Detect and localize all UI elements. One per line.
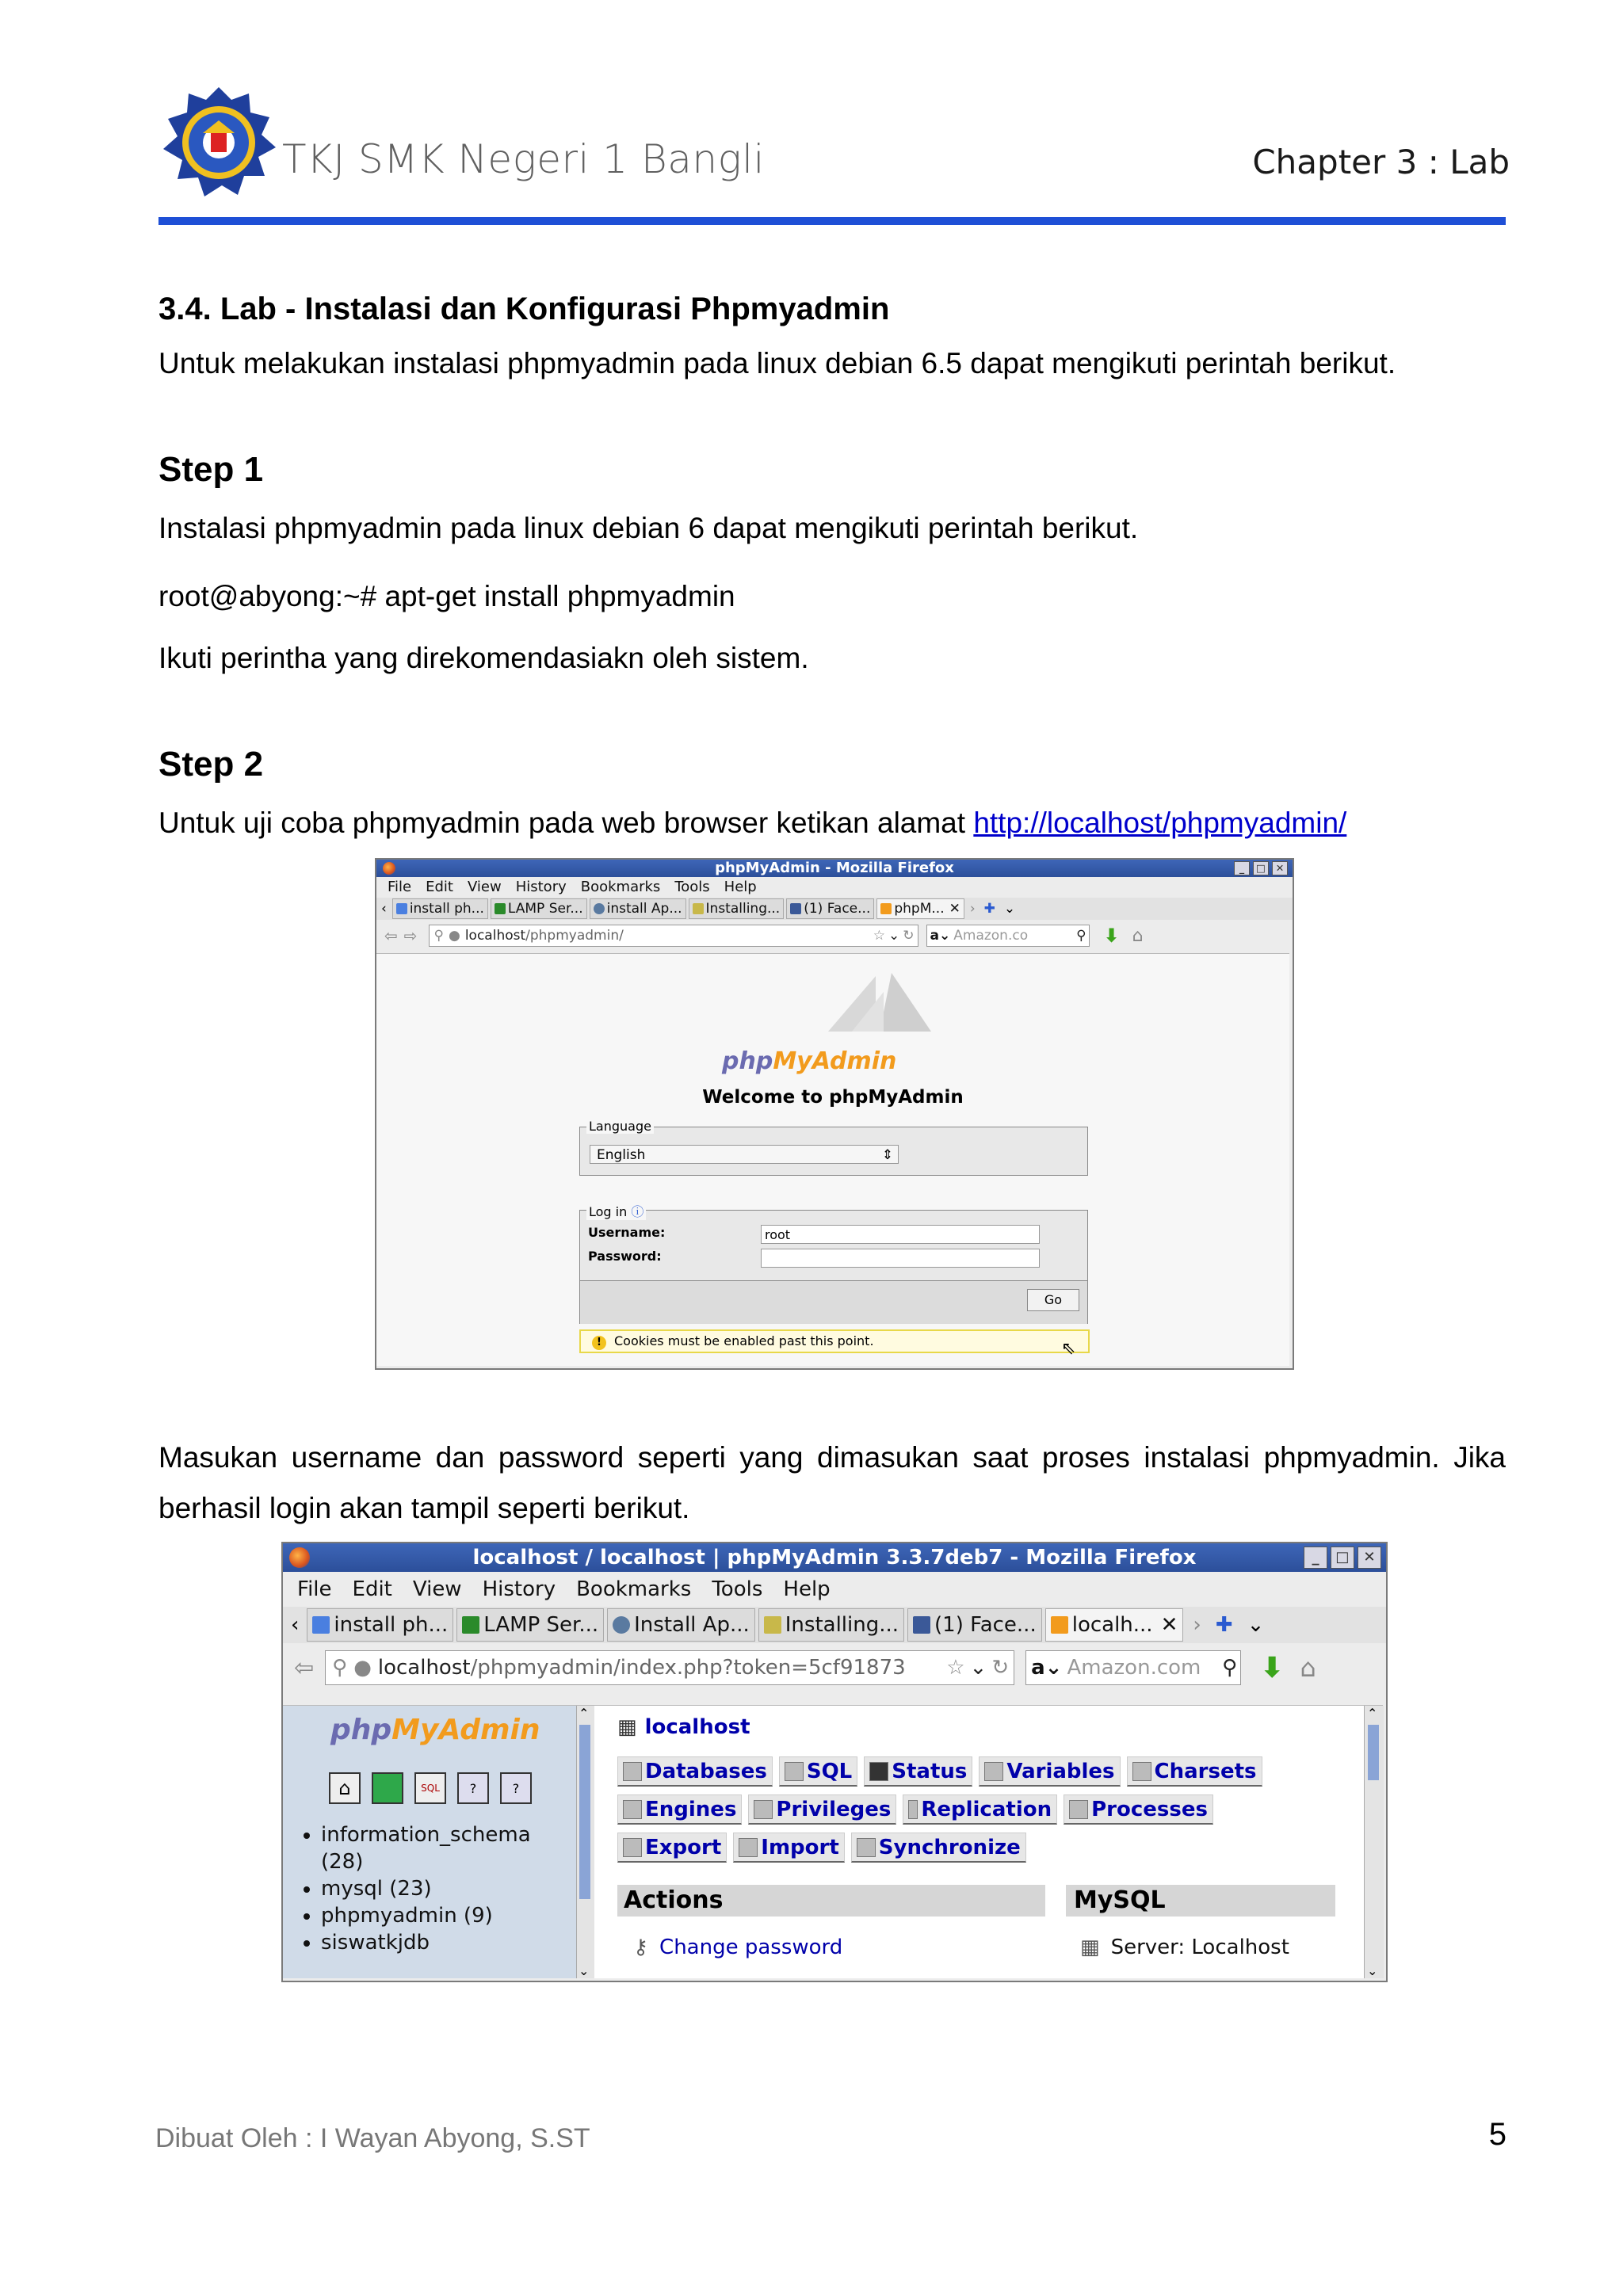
chapter-label: Chapter 3 : Lab (1252, 143, 1510, 181)
maximize-icon[interactable]: □ (1331, 1547, 1354, 1569)
tab[interactable] (307, 1608, 453, 1642)
url-host: localhost (377, 1656, 471, 1680)
url-path: /phpmyadmin/ (525, 928, 624, 944)
identity-icon: ⚲ (433, 928, 444, 944)
tab-list-icon[interactable]: ⌄ (1003, 901, 1016, 917)
reload-icon[interactable]: ↻ (903, 928, 915, 944)
warning-icon: ! (592, 1336, 606, 1350)
tab-label: Replication (921, 1797, 1052, 1821)
close-tab-icon[interactable]: ✕ (949, 901, 960, 917)
google-icon (396, 903, 407, 914)
back-icon[interactable]: ⇦ (384, 926, 398, 945)
page-number: 5 (1488, 2117, 1507, 2152)
tab-label: LAMP Ser... (507, 901, 583, 917)
logo-myadmin: MyAdmin (391, 1714, 540, 1746)
window-title: localhost / localhost | phpMyAdmin 3.3.7deb7 - Mozilla Firefox (472, 1546, 1197, 1569)
firefox-icon (383, 862, 395, 875)
tab-label: install ph... (334, 1613, 449, 1637)
scroll-thumb[interactable] (1368, 1725, 1379, 1780)
tab-replication[interactable] (903, 1794, 1057, 1825)
menu-view[interactable]: View (412, 1577, 462, 1601)
page-content (376, 953, 1289, 1366)
sidebar-scrollbar[interactable] (576, 1706, 594, 1978)
step2-text (158, 799, 1346, 849)
scroll-up-icon[interactable]: ⌃ (579, 1706, 590, 1721)
search-bar[interactable] (926, 925, 1090, 947)
window-titlebar (376, 860, 1293, 877)
synchronize-icon (857, 1838, 876, 1857)
tab[interactable] (907, 1608, 1042, 1642)
menu-help[interactable]: Help (724, 879, 757, 895)
import-icon (739, 1838, 758, 1857)
tab-label: Engines (645, 1797, 737, 1821)
password-label: Password: (588, 1249, 662, 1264)
window-title: phpMyAdmin - Mozilla Firefox (715, 860, 954, 876)
tab-databases[interactable] (617, 1756, 773, 1787)
main-scrollbar[interactable] (1364, 1706, 1384, 1978)
minimize-icon[interactable]: _ (1234, 861, 1250, 875)
menu-bar (376, 877, 1293, 898)
password-input[interactable] (761, 1249, 1040, 1268)
facebook-icon (913, 1616, 930, 1634)
variables-icon (984, 1762, 1003, 1781)
key-icon: ⚷ (633, 1936, 649, 1959)
step1-command: root@abyong:~# apt-get install phpmyadmin (158, 580, 735, 612)
list-item[interactable]: • siswatkjdb (321, 1929, 531, 1956)
pma-logo[interactable] (330, 1714, 540, 1746)
star-icon[interactable]: ☆ (946, 1656, 965, 1680)
scroll-up-icon[interactable]: ⌃ (1367, 1706, 1378, 1721)
scroll-down-icon[interactable]: ⌄ (1367, 1963, 1378, 1978)
tab[interactable] (590, 898, 686, 919)
change-password-label: Change password (659, 1936, 843, 1959)
tab[interactable] (758, 1608, 904, 1642)
download-icon[interactable]: ⬇ (1260, 1651, 1285, 1684)
close-icon[interactable]: ✕ (1272, 861, 1288, 875)
server-icon: ▦ (617, 1715, 637, 1739)
export-icon (623, 1838, 642, 1857)
close-tab-icon[interactable]: ✕ (1160, 1613, 1178, 1637)
actions-heading: Actions (617, 1885, 1045, 1917)
server-icon: ▦ (1080, 1936, 1100, 1959)
username-input[interactable]: root (761, 1225, 1040, 1244)
sql-docs-icon[interactable]: ? (500, 1772, 532, 1804)
login-legend (586, 1202, 646, 1220)
url-bar[interactable] (429, 925, 918, 947)
new-tab-icon[interactable]: ✚ (983, 901, 995, 917)
footer-author: Dibuat Oleh : I Wayan Abyong, S.ST (155, 2123, 590, 2153)
select-arrow-icon: ⇕ (881, 1147, 893, 1163)
charsets-icon (1132, 1762, 1151, 1781)
tab-label: Install Ap... (634, 1613, 750, 1637)
tab[interactable] (491, 898, 587, 919)
home-icon[interactable]: ⌂ (329, 1772, 361, 1804)
step2-text-lead: Untuk uji coba phpmyadmin pada web browser ketikan alamat (158, 807, 974, 839)
database-list (288, 1821, 531, 1956)
server-info-label: Server: Localhost (1110, 1936, 1289, 1959)
tab-sql[interactable] (779, 1756, 857, 1787)
pma-main (608, 1706, 1365, 1978)
nav-tabs-row3 (617, 1833, 1033, 1863)
tab-label: Databases (645, 1759, 767, 1783)
sidebar-icon-row (329, 1772, 532, 1804)
step1-title: Step 1 (158, 450, 264, 489)
tab-variables[interactable] (979, 1756, 1120, 1787)
star-icon[interactable]: ☆ (873, 928, 886, 944)
tab-label: (1) Face... (934, 1613, 1037, 1637)
menu-file[interactable]: File (388, 879, 412, 895)
tab-label: Variables (1006, 1759, 1115, 1783)
logo-myadmin: MyAdmin (773, 1047, 897, 1075)
tab-export[interactable] (617, 1833, 727, 1863)
help-icon[interactable]: ⓘ (631, 1204, 644, 1219)
language-select[interactable] (590, 1145, 899, 1164)
browser-window-main (281, 1542, 1388, 1982)
server-name: localhost (644, 1715, 750, 1739)
databases-icon (623, 1762, 642, 1781)
tab[interactable] (607, 1608, 755, 1642)
tab-label: Export (645, 1835, 722, 1859)
tab-label: (1) Face... (804, 901, 871, 917)
tabs-scroll-right-icon[interactable]: › (969, 901, 976, 917)
google-icon (312, 1616, 330, 1634)
docs-icon[interactable]: ? (457, 1772, 489, 1804)
cube-icon (495, 903, 506, 914)
username-label: Username: (588, 1225, 666, 1240)
cookie-warning (579, 1329, 1090, 1353)
globe-icon: ● (448, 928, 460, 944)
url-bar[interactable] (325, 1650, 1014, 1685)
search-input: Amazon.co (953, 928, 1029, 944)
menu-file[interactable]: File (297, 1577, 332, 1601)
menu-bookmarks[interactable]: Bookmarks (580, 879, 661, 895)
step2-title: Step 2 (158, 745, 264, 784)
page-icon (693, 903, 704, 914)
tab-label: SQL (806, 1759, 853, 1783)
tab-privileges[interactable] (748, 1794, 896, 1825)
logo-php: php (722, 1047, 773, 1075)
tab-processes[interactable] (1064, 1794, 1213, 1825)
facebook-icon (790, 903, 801, 914)
server-info (1080, 1936, 1289, 1959)
tab-label: Import (761, 1835, 839, 1859)
pma-sidebar (283, 1706, 594, 1978)
new-tab-icon[interactable]: ✚ (1215, 1613, 1233, 1637)
download-icon[interactable]: ⬇ (1103, 925, 1120, 947)
phpmyadmin-link[interactable]: http://localhost/phpmyadmin/ (973, 807, 1347, 839)
wordpress-icon (594, 903, 605, 914)
home-icon[interactable]: ⌂ (1132, 925, 1144, 946)
language-value: English (597, 1147, 646, 1163)
school-logo (158, 86, 279, 200)
tab-label: Charsets (1154, 1759, 1257, 1783)
amazon-icon: a⌄ (1031, 1656, 1063, 1680)
pma-icon (880, 903, 892, 914)
tabs-scroll-right-icon[interactable]: › (1193, 1613, 1201, 1637)
cube-icon (462, 1616, 479, 1634)
tab-status[interactable] (864, 1756, 972, 1787)
section-title: 3.4. Lab - Instalasi dan Konfigurasi Phpmyadmin (158, 292, 890, 326)
dropdown-icon[interactable]: ⌄ (888, 928, 900, 944)
tab-import[interactable] (733, 1833, 845, 1863)
processes-icon (1069, 1800, 1088, 1819)
tab-label: Privileges (776, 1797, 892, 1821)
language-legend: Language (586, 1119, 654, 1134)
tab[interactable] (456, 1608, 604, 1642)
search-icon[interactable]: ⚲ (1076, 928, 1086, 944)
header-rule (158, 217, 1506, 225)
sql-icon (785, 1762, 804, 1781)
tab-label: Status (892, 1759, 968, 1783)
tab-synchronize[interactable] (851, 1833, 1026, 1863)
tab-active[interactable] (1045, 1608, 1184, 1642)
nav-bar (376, 920, 1293, 952)
globe-icon: ● (353, 1656, 372, 1680)
tab-strip (283, 1607, 1386, 1643)
identity-icon: ⚲ (332, 1656, 348, 1680)
back-icon[interactable]: ⇦ (294, 1653, 315, 1682)
login-footer (580, 1280, 1087, 1324)
sailboat-logo-icon (820, 968, 939, 1039)
status-icon (869, 1762, 888, 1781)
tab[interactable] (392, 898, 488, 919)
tab-list-icon[interactable]: ⌄ (1247, 1613, 1265, 1637)
nav-bar (283, 1643, 1386, 1692)
tab-strip (376, 898, 1293, 920)
tab-label: localh... (1071, 1613, 1153, 1637)
tab-label: LAMP Ser... (483, 1613, 599, 1637)
replication-icon (908, 1800, 918, 1819)
close-icon[interactable]: ✕ (1358, 1547, 1381, 1569)
menu-bar (283, 1572, 1386, 1607)
dropdown-icon[interactable]: ⌄ (969, 1656, 987, 1680)
tab-label: install ph... (409, 901, 484, 917)
tab-label: install Ap... (606, 901, 682, 917)
login-legend-text: Log in (589, 1204, 628, 1219)
tab-charsets[interactable] (1127, 1756, 1262, 1787)
reload-icon[interactable]: ↻ (991, 1656, 1010, 1680)
tab-label: Processes (1091, 1797, 1208, 1821)
go-button[interactable]: Go (1027, 1289, 1079, 1311)
url-path: /phpmyadmin/index.php?token=5cf91873 (470, 1656, 906, 1680)
search-icon[interactable]: ⚲ (1222, 1656, 1238, 1680)
search-input: Amazon.com (1067, 1656, 1201, 1680)
amazon-icon: a⌄ (930, 928, 951, 944)
step1-note: Ikuti perintha yang direkomendasiakn oleh sistem. (158, 642, 809, 674)
tab-engines[interactable] (617, 1794, 742, 1825)
home-icon[interactable]: ⌂ (1300, 1653, 1316, 1683)
logo-php: php (330, 1714, 392, 1746)
scroll-down-icon[interactable]: ⌄ (579, 1963, 590, 1978)
mouse-cursor-icon: ⇖ (1061, 1339, 1076, 1359)
tabs-scroll-left-icon[interactable]: ‹ (381, 901, 387, 917)
tab-label: Synchronize (878, 1835, 1021, 1859)
scroll-thumb[interactable] (579, 1725, 590, 1899)
exit-icon[interactable] (372, 1772, 403, 1804)
menu-bookmarks[interactable]: Bookmarks (576, 1577, 692, 1601)
menu-history[interactable]: History (515, 879, 567, 895)
tab[interactable] (786, 898, 874, 919)
login-fieldset (579, 1204, 1088, 1324)
pma-icon (1051, 1616, 1068, 1634)
privileges-icon (754, 1800, 773, 1819)
menu-history[interactable]: History (482, 1577, 556, 1601)
firefox-icon (289, 1547, 310, 1568)
menu-edit[interactable]: Edit (426, 879, 453, 895)
menu-help[interactable]: Help (783, 1577, 831, 1601)
search-bar[interactable] (1025, 1650, 1241, 1685)
step1-text: Instalasi phpmyadmin pada linux debian 6 dapat mengikuti perintah berikut. (158, 512, 1139, 544)
url-host: localhost (464, 928, 526, 944)
tab-label: phpM... (894, 901, 945, 917)
menu-tools[interactable]: Tools (674, 879, 710, 895)
menu-view[interactable]: View (467, 879, 502, 895)
nav-tabs-row2 (617, 1794, 1220, 1825)
page-content (283, 1705, 1383, 1978)
welcome-heading: Welcome to phpMyAdmin (702, 1087, 964, 1108)
minimize-icon[interactable]: _ (1304, 1547, 1327, 1569)
db-count: (28) (321, 1850, 364, 1874)
step2-after-text: Masukan username dan password seperti yang dimasukan saat proses instalasi phpmyadmin. Jika berhasil login akan tampil seperti berikut. (158, 1441, 1506, 1524)
list-item[interactable] (321, 1821, 531, 1875)
browser-window-login (375, 858, 1294, 1370)
sql-icon[interactable]: SQL (414, 1772, 446, 1804)
language-fieldset (579, 1119, 1088, 1176)
school-name: TKJ SMK Negeri 1 Bangli (282, 136, 765, 182)
cookie-warning-text: Cookies must be enabled past this point. (614, 1333, 874, 1348)
forward-icon[interactable]: ⇨ (403, 926, 418, 945)
engines-icon (623, 1800, 642, 1819)
window-titlebar (283, 1543, 1386, 1572)
pma-logo (722, 1047, 896, 1075)
wordpress-icon (613, 1616, 630, 1634)
section-intro: Untuk melakukan instalasi phpmyadmin pada linux debian 6.5 dapat mengikuti perintah berikut. (158, 347, 1396, 379)
list-item[interactable]: • mysql (23) (321, 1875, 531, 1902)
db-name: information_schema (321, 1823, 531, 1847)
server-breadcrumb[interactable] (617, 1715, 750, 1739)
tab-active[interactable] (876, 898, 964, 919)
tab[interactable] (689, 898, 785, 919)
tabs-scroll-left-icon[interactable]: ‹ (291, 1613, 300, 1637)
menu-edit[interactable]: Edit (352, 1577, 392, 1601)
mysql-heading: MySQL (1066, 1885, 1335, 1917)
menu-tools[interactable]: Tools (712, 1577, 763, 1601)
list-item[interactable]: • phpmyadmin (9) (321, 1902, 531, 1929)
tab-label: Installing... (785, 1613, 899, 1637)
nav-tabs-row1 (617, 1756, 1269, 1787)
change-password-link[interactable] (633, 1936, 842, 1959)
tab-label: Installing... (705, 901, 781, 917)
maximize-icon[interactable]: □ (1253, 861, 1269, 875)
page-icon (764, 1616, 781, 1634)
